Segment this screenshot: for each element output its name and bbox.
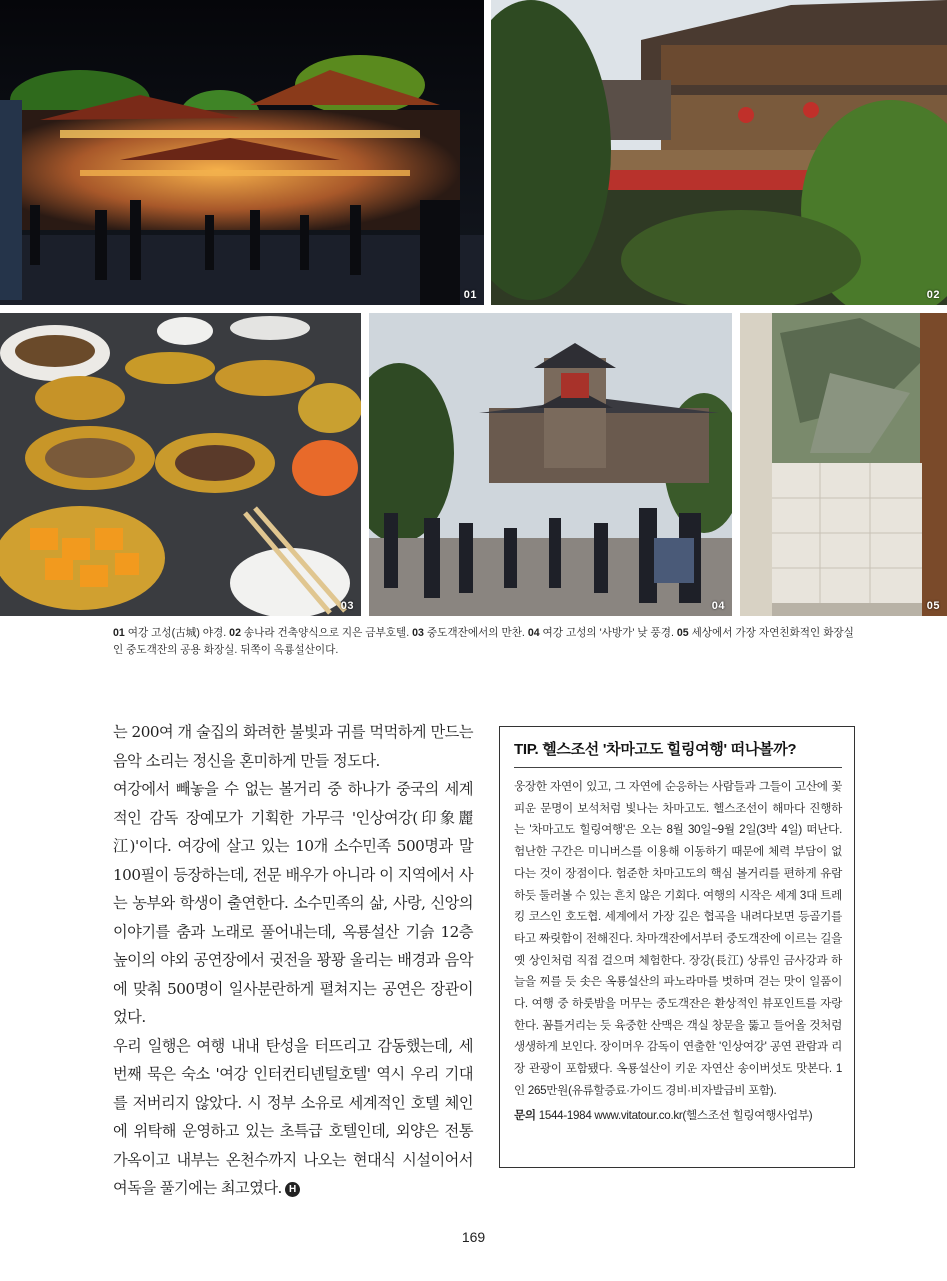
photo-number: 03 [340,600,354,612]
tip-body: 웅장한 자연이 있고, 그 자연에 순응하는 사람들과 그들이 고산에 꽃피운 문명이 보석처럼 빛나는 차마고도. 헬스조선이 해마다 진행하는 '차마고도 힐링여행'은 오는 8월 30일~9월 2일(3박 4일) 떠난다. 험난한 구간은 미니버스를 이용해 이동하기 때문에 체력 부담이 없다는 것이 장점이다. 험준한 차마고도의 핵심 볼거리를 편하게 유람하듯 둘러볼 수 있는 흔치 않은 기회다. 여행의 시작은 세계 3대 트레킹 코스인 호도협. 세계에서 가장 깊은 협곡을 내려다보면 등골기를 타고 짜릿함이 전해진다. 차마객잔에서부터 중도객잔에 이르는 길을 옛 상인처럼 직접 걸으며 체험한다. 장강(長江) 상류인 금사강과 하늘을 찌를 듯 솟은 옥룡설산의 파노라마를 벗하며 걷는 맛이 일품이다. 여행 중 하룻밤을 머무는 중도객잔은 환상적인 뷰포인트를 자랑한다. 꼼틀거리는 듯 육중한 산맥은 객실 창문을 뚫고 들어올 것처럼 생생하게 보인다. 장이머우 감독이 연출한 '인상여강' 공연 관람과 리장 관광이 포함됐다. 옥룡설산이 키운 자연산 송이버섯도 맛본다. 1인 265만원(유류할증료·가이드 경비·비자발급비 포함). [514,780,842,1097]
tip-box [499,726,855,1168]
tip-contact [514,1105,842,1127]
body-paragraph: 는 200여 개 술집의 화려한 불빛과 귀를 먹먹하게 만드는 음악 소리는 정신을 혼미하게 만들 정도다. [113,723,473,770]
tip-title: TIP. 헬스조선 '차마고도 힐링여행' 떠나볼까? [514,738,842,768]
caption-text: 여강 고성의 '사방가' 낮 풍경. [539,627,677,639]
night-old-town-photo [0,0,484,305]
cliff-restroom-photo [740,313,947,616]
caption-text: 송나라 건축양식으로 지은 금부호텔. [240,627,413,639]
caption-text: 중도객잔에서의 만찬. [423,627,528,639]
photo-number: 02 [926,289,940,301]
body-paragraph [113,1032,473,1203]
body-paragraph: 여강에서 빼놓을 수 없는 볼거리 중 하나가 중국의 세계적인 감독 장예모가 기획한 가무극 '인상여강(印象麗江)'이다. 여강에 살고 있는 10개 소수민족 500명과 말 100필이 등장하는데, 전문 배우가 아니라 이 지역에서 사는 농부와 학생이 출연한다. 소수민족의 삶, 사랑, 신앙의 이야기를 춤과 노래로 풀어내는데, 옥룡설산 기슭 12층 높이의 야외 공연장에서 귓전을 꽝꽝 울리는 배경과 음악에 맞춰 500명이 일사분란하게 펼쳐지는 공연은 장관이었다. [113,780,473,1026]
photo-caption [113,625,861,659]
caption-number: 01 [113,627,125,639]
photo-05 [740,313,947,616]
dinner-dishes-photo [0,313,361,616]
photo-03 [0,313,361,616]
hotel-architecture-photo [491,0,947,305]
caption-number: 02 [229,627,241,639]
photo-04 [369,313,732,616]
tip-contact-text: 1544-1984 www.vitatour.co.kr(헬스조선 힐링여행사업부) [535,1108,813,1122]
caption-number: 04 [527,627,540,639]
photo-number: 04 [711,600,725,612]
photo-02 [491,0,947,305]
end-mark-icon: H [285,1182,300,1197]
tip-contact-label: 문의 [514,1108,536,1122]
photo-number: 01 [463,289,477,301]
page-number: 169 [461,1229,486,1245]
caption-number: 05 [676,627,689,639]
square-daytime-photo [369,313,732,616]
caption-number: 03 [412,627,424,639]
caption-text: 여강 고성(古城) 야경. [124,627,230,639]
caption-text: 세상에서 가장 자연친화적인 화장실인 중도객잔의 공용 화장실. 뒤쪽이 옥룡설산이다. [113,627,854,656]
article-body [113,718,473,1203]
photo-number: 05 [926,600,940,612]
body-paragraph-text: 우리 일행은 여행 내내 탄성을 터뜨리고 감동했는데, 세 번째 묵은 숙소 '여강 인터컨티넨털호텔' 역시 우리 기대를 저버리지 않았다. 시 정부 소유로 세계적인 호텔 체인에 위탁해 운영하고 있는 초특급 호텔인데, 외양은 전통 가옥이고 내부는 온천수까지 나오는 현대식 시설이어서 여독을 풀기에는 최고였다. [113,1036,473,1197]
photo-01 [0,0,484,305]
